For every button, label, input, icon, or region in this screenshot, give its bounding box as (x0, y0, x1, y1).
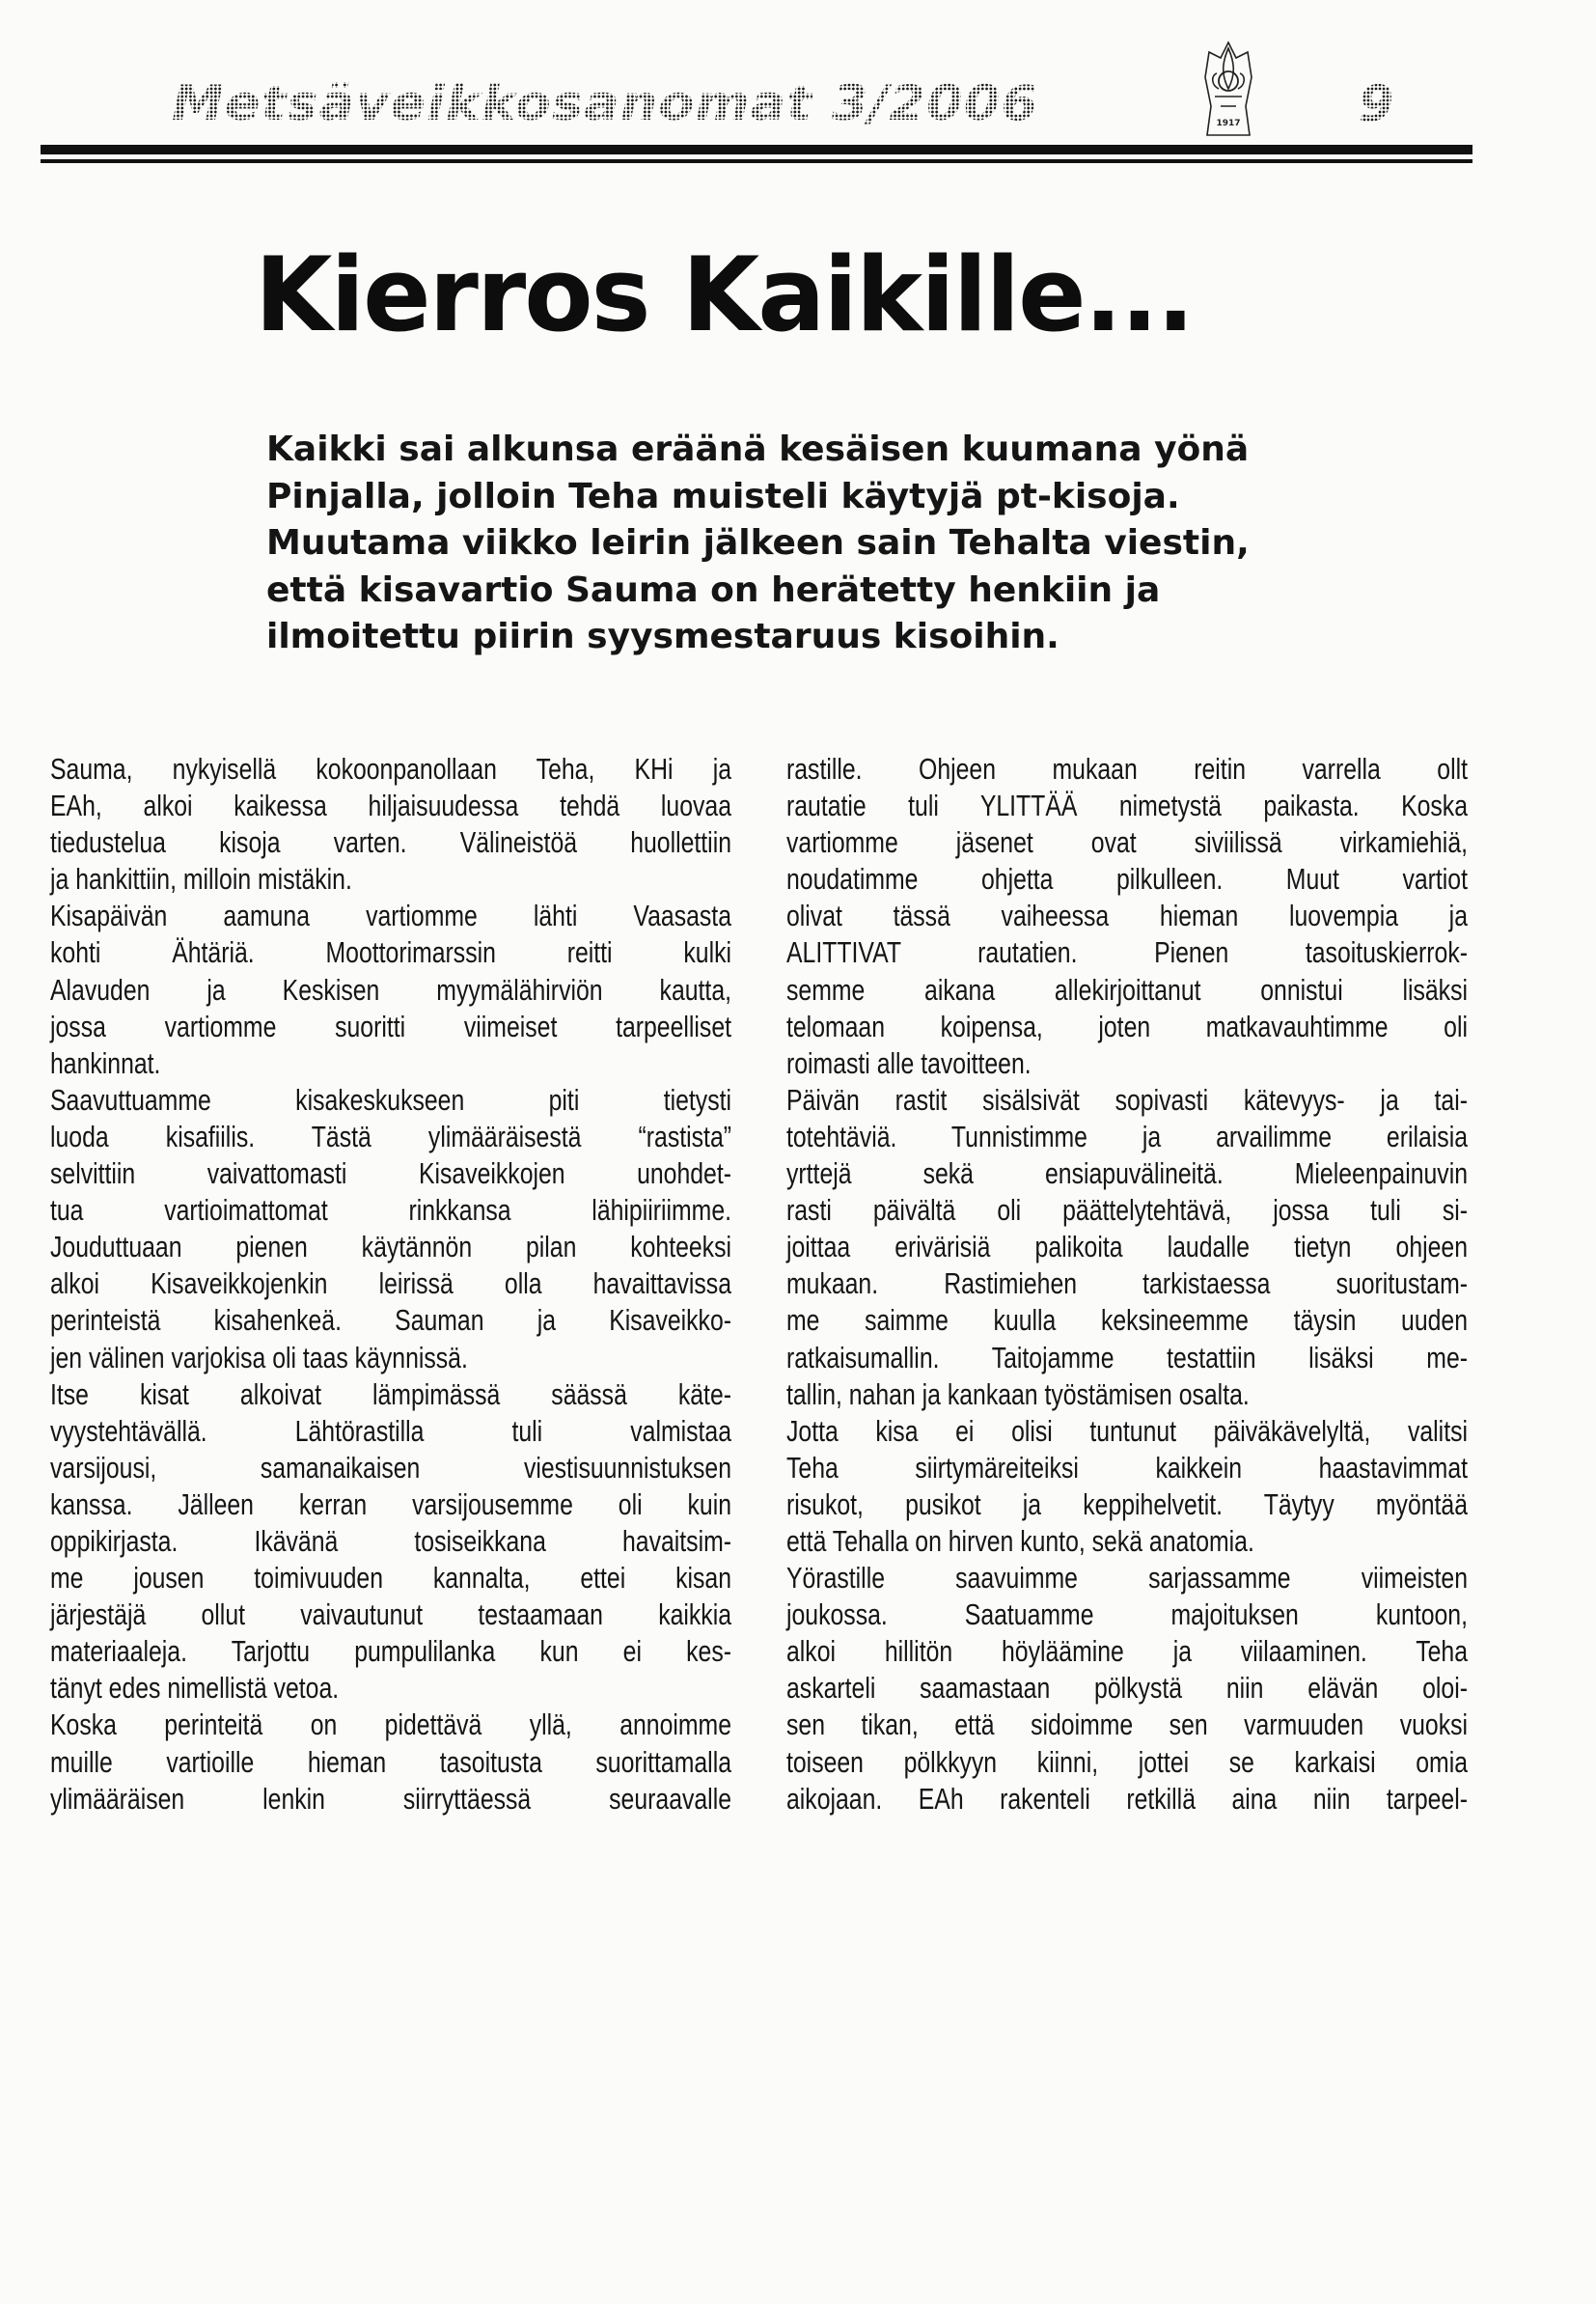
body-text-line: rasti päivältä oli päättelytehtävä, jossa tuli si- (786, 1193, 1468, 1228)
lead-line: Muutama viikko leirin jälkeen sain Tehalta viestin, (266, 523, 1250, 563)
body-text-line: totehtäviä. Tunnistimme ja arvailimme erilaisia (786, 1119, 1468, 1153)
body-text-line: oppikirjasta. Ikävänä tosiseikkana havaitsim- (50, 1523, 731, 1558)
article-lead (266, 427, 1250, 661)
body-text-line: vartiomme jäsenet ovat siviilissä virkamiehiä, (786, 825, 1468, 860)
body-text-line: Jouduttuaan pienen käytännön pilan kohteeksi (50, 1230, 731, 1264)
body-text-line: mukaan. Rastimiehen tarkistaessa suoritustam- (786, 1266, 1468, 1301)
body-text-line: Teha siirtymäreiteiksi kaikkein haastavimmat (786, 1450, 1468, 1485)
body-text-line: ALITTIVAT rautatien. Pienen tasoituskierrok- (786, 935, 1468, 970)
body-text-line: sen tikan, että sidoimme sen varmuuden vuoksi (786, 1707, 1468, 1742)
body-text-line: telomaan koipensa, joten matkavauhtimme oli (786, 1009, 1468, 1043)
body-text-line: alkoi hillitön höyläämine ja viilaaminen. Teha (786, 1634, 1468, 1669)
svg-text:1917: 1917 (1216, 119, 1241, 128)
body-text-line: rastille. Ohjeen mukaan reitin varrella ollt (786, 752, 1468, 786)
body-text-line: jen välinen varjokisa oli taas käynnissä. (50, 1340, 468, 1374)
body-text-line: tallin, nahan ja kankaan työstämisen osalta. (786, 1376, 1250, 1411)
body-text-line: noudatimme ohjetta pilkulleen. Muut vartiot (786, 862, 1468, 897)
body-text-line: Saavuttuamme kisakeskukseen piti tietysti (50, 1082, 731, 1117)
body-text-line: yrttejä sekä ensiapuvälineitä. Mieleenpainuvin (786, 1156, 1468, 1191)
body-text-line: kohti Ähtäriä. Moottorimarssin reitti kulki (50, 935, 731, 970)
body-text-line: ratkaisumallin. Taitojamme testattiin lisäksi me- (786, 1340, 1468, 1374)
body-text-line: Jotta kisa ei olisi tuntunut päiväkävelyltä, valitsi (786, 1413, 1468, 1448)
header-rule-thin (41, 159, 1472, 163)
body-text-line: aikojaan. EAh rakenteli retkillä aina niin tarpeel- (786, 1781, 1468, 1816)
body-text-line: Yörastille saavuimme sarjassamme viimeisten (786, 1561, 1468, 1596)
body-text-line: askarteli saamastaan pölkystä niin elävän oloi- (786, 1671, 1468, 1706)
body-text-line: Koska perinteitä on pidettävä yllä, annoimme (50, 1707, 731, 1742)
body-text-line: toiseen pölkkyyn kiinni, jottei se karkaisi omia (786, 1744, 1468, 1779)
body-text-line: olivat tässä vaiheessa hieman luovempia ja (786, 899, 1468, 933)
body-text-line: ja hankittiin, milloin mistäkin. (50, 862, 352, 897)
body-column-right (786, 751, 1468, 1818)
lead-line: ilmoitettu piirin syysmestaruus kisoihin. (266, 617, 1059, 656)
body-text-line: EAh, alkoi kaikessa hiljaisuudessa tehdä luovaa (50, 789, 731, 823)
body-text-line: Kisapäivän aamuna vartiomme lähti Vaasasta (50, 899, 731, 933)
body-text-line: roimasti alle tavoitteen. (786, 1045, 1032, 1080)
body-text-line: selvittiin vaivattomasti Kisaveikkojen unohdet- (50, 1156, 731, 1191)
body-text-line: Alavuden ja Keskisen myymälähirviön kautta, (50, 972, 731, 1007)
page-header (19, 58, 1447, 145)
body-text-line: alkoi Kisaveikkojenkin leirissä olla havaittavissa (50, 1266, 731, 1301)
body-text-line: semme aikana allekirjoittanut onnistui lisäksi (786, 972, 1468, 1007)
publication-masthead: Metsäveikkosanomat 3/2006 (172, 75, 1039, 131)
scout-fleur-de-lis-emblem-icon (1201, 39, 1255, 145)
body-text-line: perinteistä kisahenkeä. Sauman ja Kisaveikko- (50, 1303, 731, 1338)
body-text-line: rautatie tuli YLITTÄÄ nimetystä paikasta. Koska (786, 789, 1468, 823)
body-text-line: joukossa. Saatuamme majoituksen kuntoon, (786, 1597, 1468, 1632)
body-text-line: risukot, pusikot ja keppihelvetit. Täytyy myöntää (786, 1486, 1468, 1521)
body-text-line: hankinnat. (50, 1045, 161, 1080)
body-text-line: tänyt edes nimellistä vetoa. (50, 1671, 340, 1706)
body-text-line: kanssa. Jälleen kerran varsijousemme oli kuin (50, 1486, 731, 1521)
body-text-line: ylimääräisen lenkin siirryttäessä seuraavalle (50, 1781, 731, 1816)
body-text-line: Itse kisat alkoivat lämpimässä säässä käte- (50, 1376, 731, 1411)
body-text-line: luoda kisafiilis. Tästä ylimääräisestä “rastista” (50, 1119, 731, 1153)
body-text-line: Päivän rastit sisälsivät sopivasti kätevyys- ja tai- (786, 1082, 1468, 1117)
body-text-line: me jousen toimivuuden kannalta, ettei kisan (50, 1561, 731, 1596)
body-column-left (50, 751, 731, 1818)
body-text-line: joittaa erivärisiä palikoita laudalle tietyn ohjeen (786, 1230, 1468, 1264)
body-text-line: tiedustelua kisoja varten. Välineistöä huollettiin (50, 825, 731, 860)
body-text-line: materiaaleja. Tarjottu pumpulilanka kun ei kes- (50, 1634, 731, 1669)
body-text-line: järjestäjä ollut vaivautunut testaamaan kaikkia (50, 1597, 731, 1632)
article-title: Kierros Kaikille... (255, 236, 1194, 354)
header-rule-thick (41, 145, 1472, 154)
lead-line: että kisavartio Sauma on herätetty henkiin ja (266, 569, 1161, 610)
body-text-line: että Tehalla on hirven kunto, sekä anatomia. (786, 1523, 1254, 1558)
body-text-line: muille vartioille hieman tasoitusta suorittamalla (50, 1744, 731, 1779)
page-number: 9 (1359, 75, 1394, 133)
lead-line: Kaikki sai alkunsa eräänä kesäisen kuumana yönä (266, 430, 1250, 469)
body-text-line: vyystehtävällä. Lähtörastilla tuli valmistaa (50, 1413, 731, 1448)
body-text-line: jossa vartiomme suoritti viimeiset tarpeelliset (50, 1009, 731, 1043)
lead-line: Pinjalla, jolloin Teha muisteli käytyjä pt-kisoja. (266, 476, 1180, 516)
body-text-line: varsijousi, samanaikaisen viestisuunnistuksen (50, 1450, 731, 1485)
body-text-line: Sauma, nykyisellä kokoonpanollaan Teha, KHi ja (50, 752, 731, 786)
body-text-line: tua vartioimattomat rinkkansa lähipiiriimme. (50, 1193, 731, 1228)
body-text-line: me saimme kuulla keksineemme täysin uuden (786, 1303, 1468, 1338)
